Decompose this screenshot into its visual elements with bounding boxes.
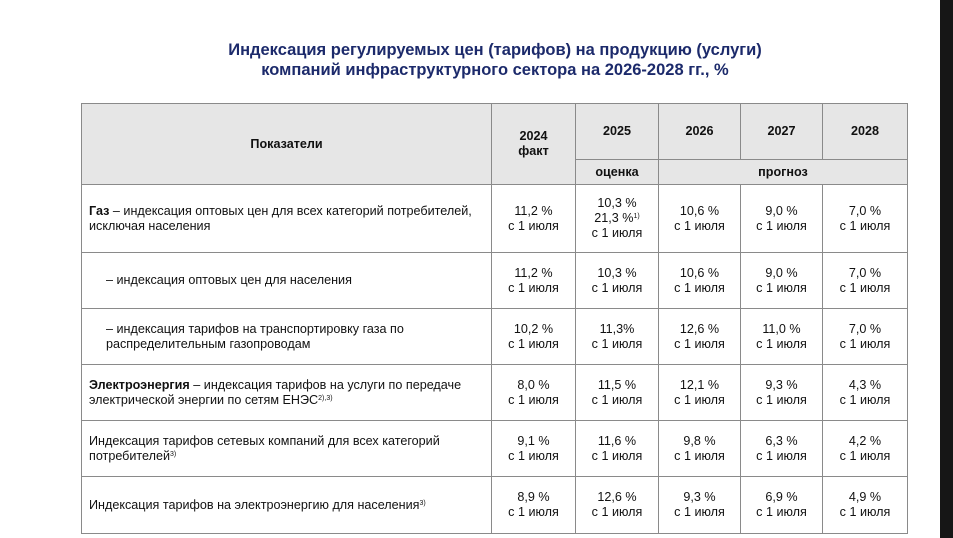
value-text: 8,9 % [517,490,550,504]
value-line [741,266,822,281]
value-text: с 1 июля [756,448,807,463]
value-text: 10,3 % [597,196,637,210]
value-text: с 1 июля [508,448,559,463]
value-text: 8,0 % [517,377,550,392]
value-line [492,393,575,408]
value-line [576,490,658,505]
footnote-ref: 2),3) [318,394,333,402]
value-text: с 1 июля [591,336,643,351]
value-text: 11,2 % [514,265,553,280]
value-line [576,196,658,211]
value-cell [492,365,576,421]
value-text: 10,3 % [597,265,637,280]
value-text: с 1 июля [756,392,807,407]
value-text: 7,0 % [848,265,882,280]
indicator-cell [82,309,492,365]
value-text: с 1 июля [591,280,643,295]
table-row [82,421,908,477]
value-line [823,219,907,234]
indicator-bold: Газ [89,203,110,218]
value-text: с 1 июля [508,218,559,233]
value-line [823,490,907,505]
value-cell [492,253,576,309]
value-line [492,281,575,296]
value-line [659,204,740,219]
value-text: с 1 июля [674,336,725,351]
table-row [82,309,908,365]
value-text: с 1 июля [756,218,807,233]
value-cell [659,477,741,534]
value-cell [741,185,823,253]
value-text: 10,6 % [679,265,720,280]
value-text: с 1 июля [839,392,891,407]
value-line [823,449,907,464]
value-line [576,378,658,393]
header-year-2024 [492,104,576,185]
value-line [576,505,658,520]
value-cell [823,365,908,421]
value-line [659,434,740,449]
value-line [576,337,658,352]
value-text: 9,0 % [765,203,798,218]
value-cell [659,253,741,309]
value-text: с 1 июля [839,280,891,295]
value-line [741,204,822,219]
value-text: 11,6 % [597,433,637,448]
value-cell [659,185,741,253]
value-cell [823,477,908,534]
value-text: с 1 июля [591,392,643,407]
table-row [82,365,908,421]
value-cell [492,309,576,365]
value-line [659,449,740,464]
value-line [823,434,907,449]
value-text: 9,3 % [683,490,716,504]
title-line-1: Индексация регулируемых цен (тарифов) на продукцию (услуги) [228,41,762,59]
value-cell [741,421,823,477]
table-row [82,253,908,309]
value-text: 11,5 % [597,377,637,392]
value-text: с 1 июля [591,505,643,519]
value-line [823,281,907,296]
value-text: с 1 июля [839,218,891,233]
value-cell [741,253,823,309]
value-text: 11,0 % [762,321,801,336]
value-line [576,449,658,464]
value-line [823,378,907,393]
value-text: с 1 июля [591,226,643,240]
indicator-bold: Электроэнергия [89,377,190,392]
indicator-cell [82,253,492,309]
value-line [492,322,575,337]
value-line [576,393,658,408]
indicator-text: – индексация оптовых цен для всех категорий потребителей, исключая населения [89,203,472,233]
value-line [659,393,740,408]
value-text: с 1 июля [508,392,559,407]
value-line [823,337,907,352]
table-row [82,185,908,253]
value-cell [823,421,908,477]
value-line [741,490,822,505]
value-cell [659,309,741,365]
value-line [659,281,740,296]
value-cell [492,185,576,253]
value-line [492,219,575,234]
title-line-2: компаний инфраструктурного сектора на 2026-2028 гг., % [261,61,729,79]
value-text: 11,3% [599,321,635,336]
value-line [741,337,822,352]
footnote-ref: 3) [419,499,426,507]
value-cell [741,365,823,421]
indicator-text: – индексация тарифов на транспортировку газа по распределительным газопроводам [106,321,404,351]
value-line [741,219,822,234]
value-text: с 1 июля [508,336,559,351]
indicator-text: Индексация тарифов сетевых компаний для всех категорий потребителей [89,433,440,463]
header-forecast: прогноз [659,160,908,185]
value-cell [576,309,659,365]
value-text: с 1 июля [839,505,891,519]
value-cell [659,365,741,421]
value-cell [741,309,823,365]
value-text: 4,3 % [848,377,882,392]
value-line [492,434,575,449]
value-text: 9,1 % [517,433,550,448]
indicator-cell [82,365,492,421]
value-text: с 1 июля [674,505,725,519]
value-line [823,266,907,281]
value-text: с 1 июля [674,392,725,407]
value-line [492,490,575,505]
indicator-text: – индексация тарифов на услуги по передаче электрической энергии по сетям ЕНЭС [89,377,462,407]
value-line [492,505,575,520]
header-estimate: оценка [576,160,659,185]
value-text: 12,6 % [679,321,720,336]
value-text: 12,1 % [679,377,720,392]
value-text: 7,0 % [848,203,882,218]
value-line [823,322,907,337]
value-text: 4,9 % [848,490,882,504]
value-cell [741,477,823,534]
value-text: 9,8 % [683,433,716,448]
value-text: с 1 июля [674,218,725,233]
value-line [659,322,740,337]
indicator-cell [82,477,492,534]
value-line [741,393,822,408]
value-line [576,226,658,241]
dark-border [940,0,953,538]
value-text: с 1 июля [508,505,559,519]
value-line [576,211,658,226]
value-line [492,266,575,281]
value-line [823,505,907,520]
header-year-2025: 2025 [576,104,659,160]
header-year-label: 2024 [519,129,548,143]
footnote-ref: 3) [170,450,177,458]
header-year-2027: 2027 [741,104,823,160]
header-year-2028: 2028 [823,104,908,160]
value-line [659,490,740,505]
value-line [741,281,822,296]
value-line [659,505,740,520]
value-line [741,505,822,520]
value-line [492,378,575,393]
value-cell [823,185,908,253]
value-text: 7,0 % [848,321,882,336]
value-text: с 1 июля [591,448,643,463]
value-cell [823,253,908,309]
value-line [492,337,575,352]
value-text: с 1 июля [674,280,725,295]
value-cell [492,477,576,534]
value-text: 6,9 % [765,490,798,504]
value-line [492,449,575,464]
value-cell [576,365,659,421]
value-cell [576,421,659,477]
value-line [659,378,740,393]
value-line [823,393,907,408]
value-cell [576,185,659,253]
value-text: 6,3 % [765,433,798,448]
indicator-cell [82,185,492,253]
value-text: с 1 июля [839,448,891,463]
value-line [659,219,740,234]
header-indicators: Показатели [82,104,492,185]
value-line [659,266,740,281]
value-text: с 1 июля [756,505,807,519]
value-line [492,204,575,219]
value-text: 11,2 % [514,203,553,218]
value-text: 10,2 % [513,321,554,336]
value-cell [659,421,741,477]
value-text: с 1 июля [674,448,725,463]
value-line [576,322,658,337]
value-cell [576,477,659,534]
value-line [741,378,822,393]
value-cell [823,309,908,365]
table-title [0,40,953,80]
table-row [82,477,908,534]
value-text: 9,0 % [765,265,798,280]
value-text: с 1 июля [508,280,559,295]
value-line [576,281,658,296]
footnote-ref: 1) [633,213,640,220]
indicator-text: Индексация тарифов на электроэнергию для населения [89,497,420,512]
value-cell [492,421,576,477]
value-line [576,434,658,449]
value-line [741,449,822,464]
value-text: с 1 июля [756,336,807,351]
indicator-cell [82,421,492,477]
value-line [576,266,658,281]
value-text: 12,6 % [597,490,637,504]
indicator-text: – индексация оптовых цен для населения [106,273,352,287]
value-text: 9,3 % [765,377,798,392]
value-line [659,337,740,352]
tariff-table [81,103,908,534]
value-text: 10,6 % [679,203,720,218]
value-text: с 1 июля [839,336,891,351]
value-cell [576,253,659,309]
value-line [741,322,822,337]
value-text: с 1 июля [756,280,807,295]
value-text: 21,3 % [594,211,634,225]
value-text: 4,2 % [848,433,882,448]
value-line [741,434,822,449]
value-line [823,204,907,219]
header-year-note: факт [518,144,549,158]
header-year-2026: 2026 [659,104,741,160]
